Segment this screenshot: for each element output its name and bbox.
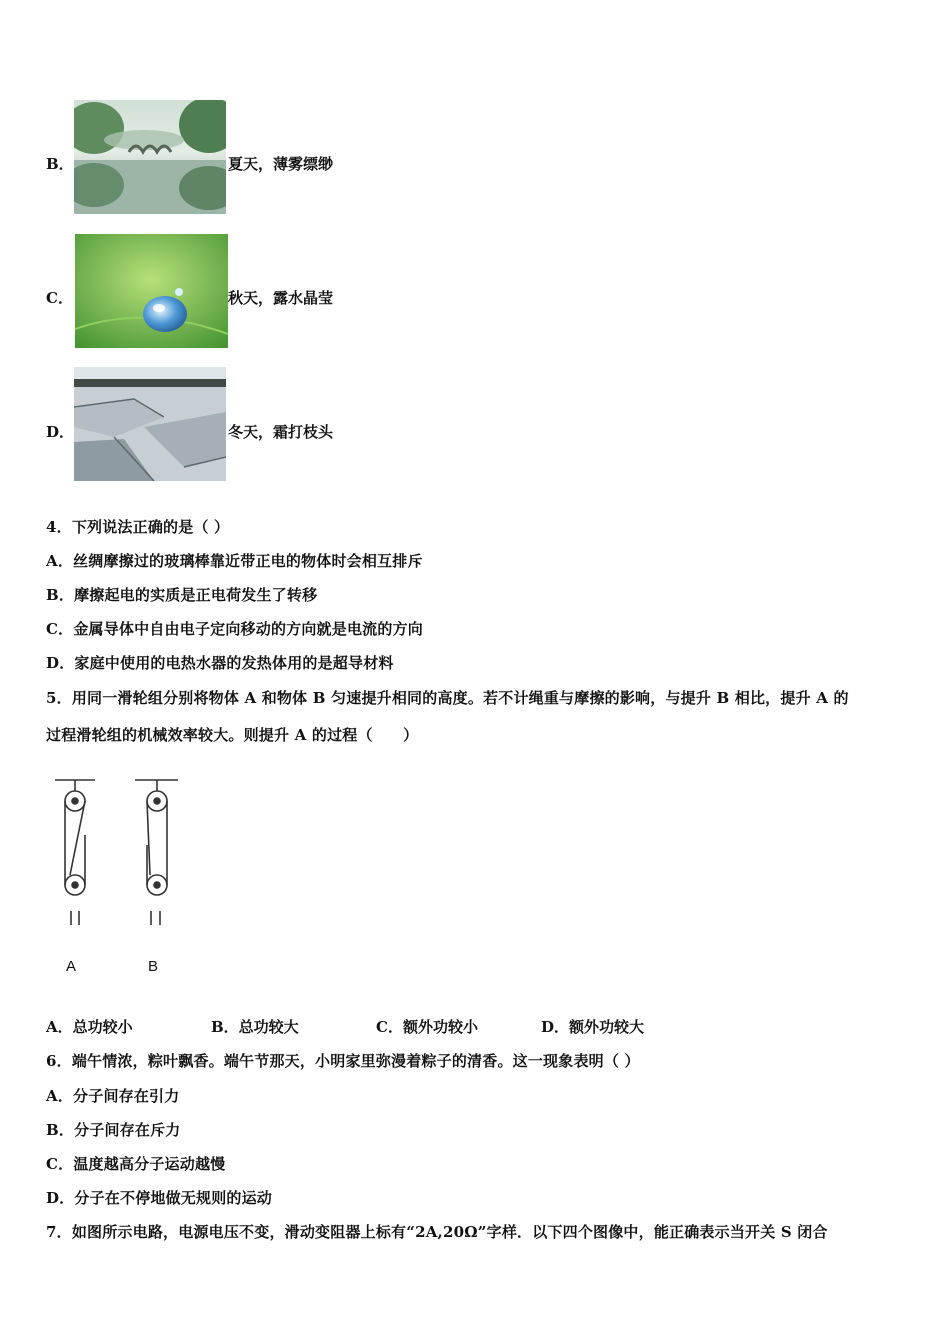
- question-stem: 4．下列说法正确的是（ ）: [46, 518, 230, 536]
- answer-option: B．分子间存在斥力: [46, 1121, 181, 1139]
- pulley-system-figure: [50, 775, 190, 985]
- question-stem: 6．端午情浓，粽叶飘香。端午节那天，小明家里弥漫着粽子的清香。这一现象表明（ ）: [46, 1052, 640, 1070]
- answer-option: D．家庭中使用的电热水器的发热体用的是超导材料: [46, 654, 394, 672]
- misty-lake-bridge-photo: [74, 100, 226, 214]
- answer-option: B．摩擦起电的实质是正电荷发生了转移: [46, 586, 318, 604]
- option-label: D．: [46, 423, 75, 441]
- dewdrop-on-leaf-photo: [75, 234, 228, 348]
- figure-label-b: B: [148, 958, 159, 975]
- option-caption: 秋天，露水晶莹: [228, 289, 334, 307]
- option-label: C．: [46, 289, 73, 307]
- answer-option: C．额外功较小: [376, 1018, 478, 1036]
- answer-option: A．分子间存在引力: [46, 1087, 180, 1105]
- option-caption: 冬天，霜打枝头: [228, 423, 334, 441]
- answer-option: D．额外功较大: [541, 1018, 645, 1036]
- answer-option: B．总功较大: [211, 1018, 299, 1036]
- figure-label-a: A: [66, 958, 77, 975]
- option-label: B．: [46, 155, 74, 173]
- question-stem: 7．如图所示电路，电源电压不变，滑动变阻器上标有“2A,20Ω”字样．以下四个图像中，能正确表示当开关 S 闭合: [46, 1223, 828, 1241]
- answer-option: C．温度越高分子运动越慢: [46, 1155, 226, 1173]
- question-stem: 5．用同一滑轮组分别将物体 A 和物体 B 匀速提升相同的高度。若不计绳重与摩擦的影响，与提升 B 相比，提升 A 的: [46, 689, 849, 707]
- option-caption: 夏天，薄雾缥缈: [228, 155, 334, 173]
- question-stem-continued: 过程滑轮组的机械效率较大。则提升 A 的过程（ ）: [46, 726, 419, 744]
- answer-option: A．丝绸摩擦过的玻璃棒靠近带正电的物体时会相互排斥: [46, 552, 423, 570]
- answer-option: C．金属导体中自由电子定向移动的方向就是电流的方向: [46, 620, 423, 638]
- frozen-lake-ice-photo: [74, 367, 226, 481]
- answer-option: D．分子在不停地做无规则的运动: [46, 1189, 273, 1207]
- answer-option: A．总功较小: [46, 1018, 133, 1036]
